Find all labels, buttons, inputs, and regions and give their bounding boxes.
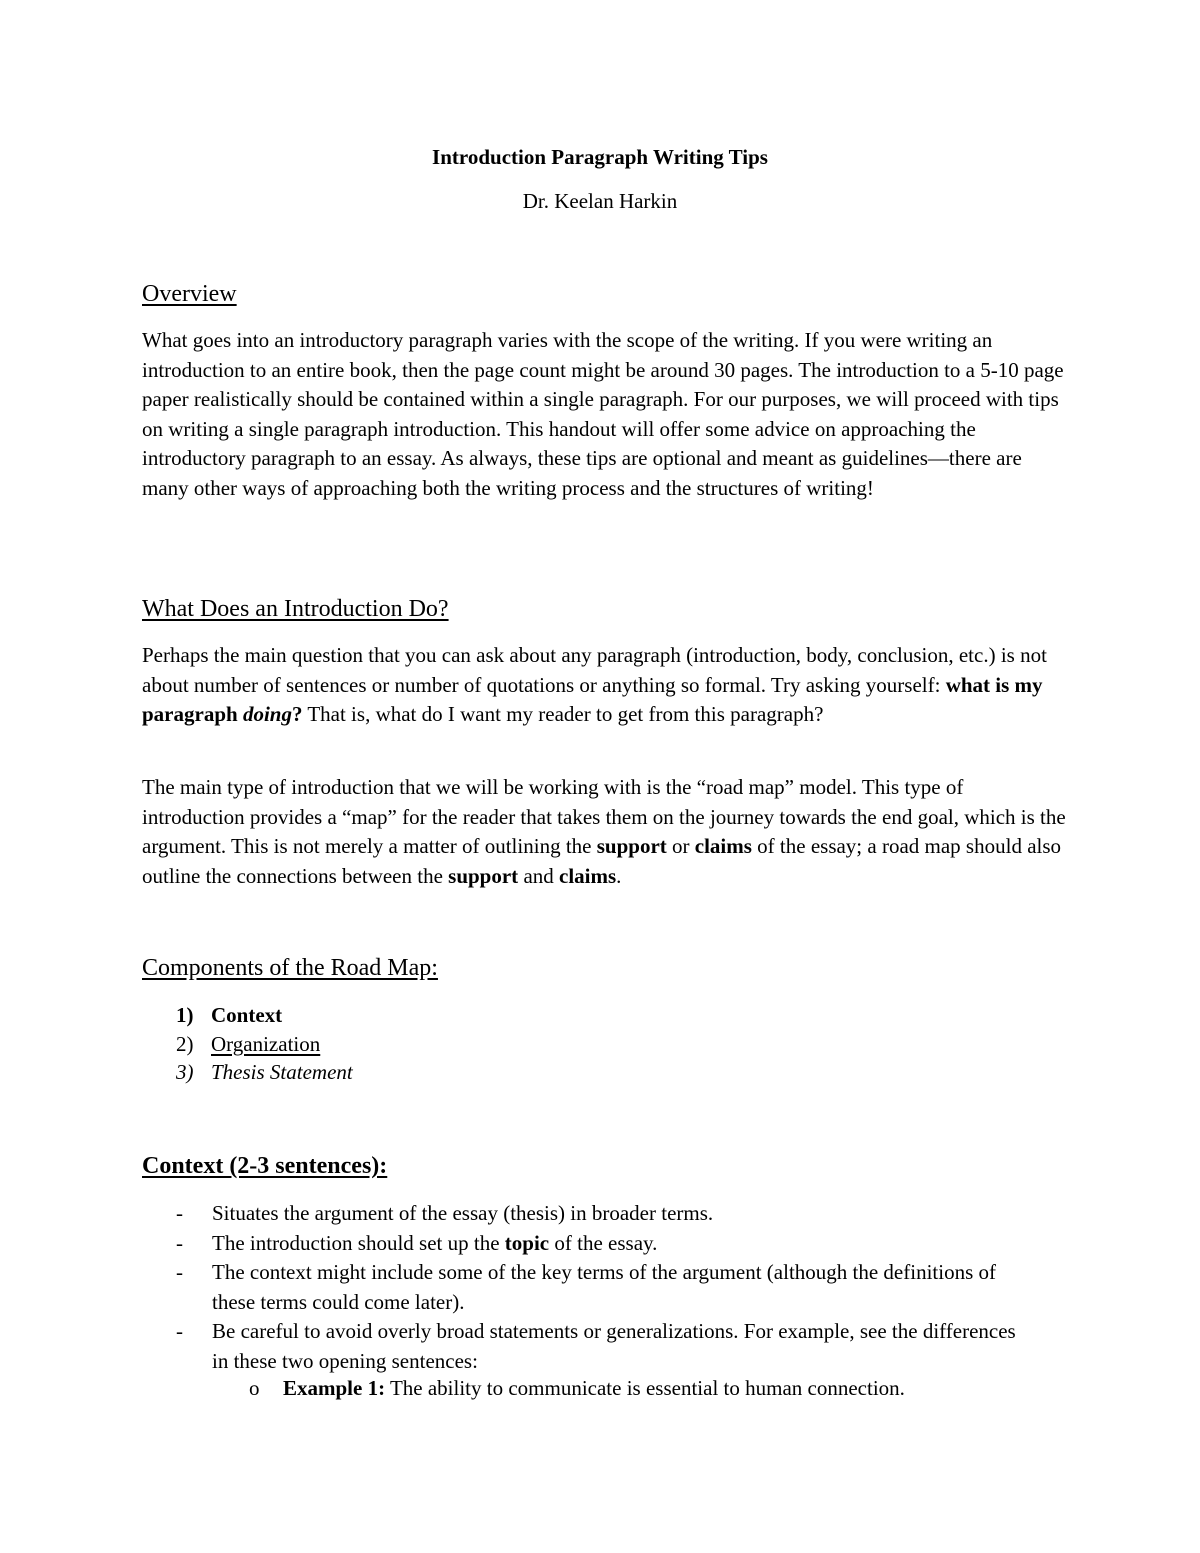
item-label: Organization [211, 1032, 321, 1056]
p2-or: or [666, 834, 695, 859]
what-does-paragraph-1 [142, 641, 1067, 730]
document-author: Dr. Keelan Harkin [522, 189, 678, 213]
component-item-context [176, 1001, 282, 1029]
p2-period: . [616, 863, 622, 888]
item-number: 2) [176, 1032, 194, 1056]
dash-bullet: - [176, 1230, 183, 1255]
p2-claims-bold: claims [694, 834, 752, 859]
list-item [176, 1199, 1036, 1229]
item-number: 3) [176, 1060, 194, 1084]
document-title: Introduction Paragraph Writing Tips [432, 145, 768, 169]
bullet-text: Situates the argument of the essay (thesis) in broader terms. [212, 1201, 714, 1225]
component-item-organization [176, 1030, 320, 1058]
p1-text-end: That is, what do I want my reader to get from this paragraph? [302, 702, 824, 727]
context-bullet-list [176, 1199, 1036, 1377]
overview-heading: Overview [142, 281, 237, 307]
example-label: Example 1: [283, 1376, 386, 1400]
bullet-text: The context might include some of the key terms of the argument (although the definitions of these terms could come later). [212, 1260, 997, 1314]
bullet-text-end: of the essay. [549, 1230, 658, 1255]
item-label: Context [211, 1003, 283, 1027]
p1-bold-text: what is my paragraph [142, 672, 1043, 727]
p1-text: Perhaps the main question that you can ask about any paragraph (introduction, body, conclusion, etc.) is not about number of sentences or number of quotations or anything so formal. Try asking yourself: [142, 643, 1047, 697]
component-item-thesis [176, 1058, 353, 1086]
p2-text-2: of the essay; a road map should also outline the connections between the [142, 834, 1062, 888]
p1-question-mark: ? [291, 702, 303, 727]
topic-bold: topic [504, 1230, 550, 1255]
list-item [176, 1317, 1036, 1376]
circle-bullet: o [249, 1376, 260, 1400]
what-does-heading: What Does an Introduction Do? [142, 596, 449, 622]
what-does-paragraph-2 [142, 773, 1067, 891]
dash-bullet: - [176, 1201, 183, 1225]
components-heading: Components of the Road Map: [142, 955, 438, 981]
list-item [176, 1258, 1036, 1317]
list-item [176, 1229, 1036, 1259]
dash-bullet: - [176, 1260, 183, 1285]
context-heading: Context (2-3 sentences): [142, 1153, 388, 1179]
p2-claims-bold-2: claims [559, 863, 617, 888]
dash-bullet: - [176, 1319, 183, 1344]
item-number: 1) [176, 1003, 194, 1027]
example-sub-item [249, 1374, 905, 1402]
p2-support-bold: support [596, 834, 667, 859]
bullet-text: The introduction should set up the [212, 1230, 505, 1255]
example-text: The ability to communicate is essential to human connection. [385, 1376, 905, 1400]
p1-bold-italic: doing [242, 702, 292, 727]
overview-paragraph: What goes into an introductory paragraph varies with the scope of the writing. If you were writing an introduction to an entire book, then the page count might be around 30 pages. The introduction to a 5-10 page paper realistically should be contained within a single paragraph. For our purposes, we will proceed with tips on writing a single paragraph introduction. This handout will offer some advice on approaching the introductory paragraph to an essay. As always, these tips are optional and meant as guidelines—there are many other ways of approaching both the writing process and the structures of writing! [142, 328, 1064, 500]
p2-and: and [518, 863, 560, 888]
bullet-text: Be careful to avoid overly broad statements or generalizations. For example, see the differences in these two opening sentences: [212, 1319, 1016, 1373]
p2-support-bold-2: support [448, 863, 519, 888]
item-label: Thesis Statement [211, 1060, 353, 1084]
p2-text: The main type of introduction that we will be working with is the “road map” model. This type of introduction provides a “map” for the reader that takes them on the journey towards the end goal, which is the argument. This is not merely a matter of outlining the [142, 775, 1066, 859]
